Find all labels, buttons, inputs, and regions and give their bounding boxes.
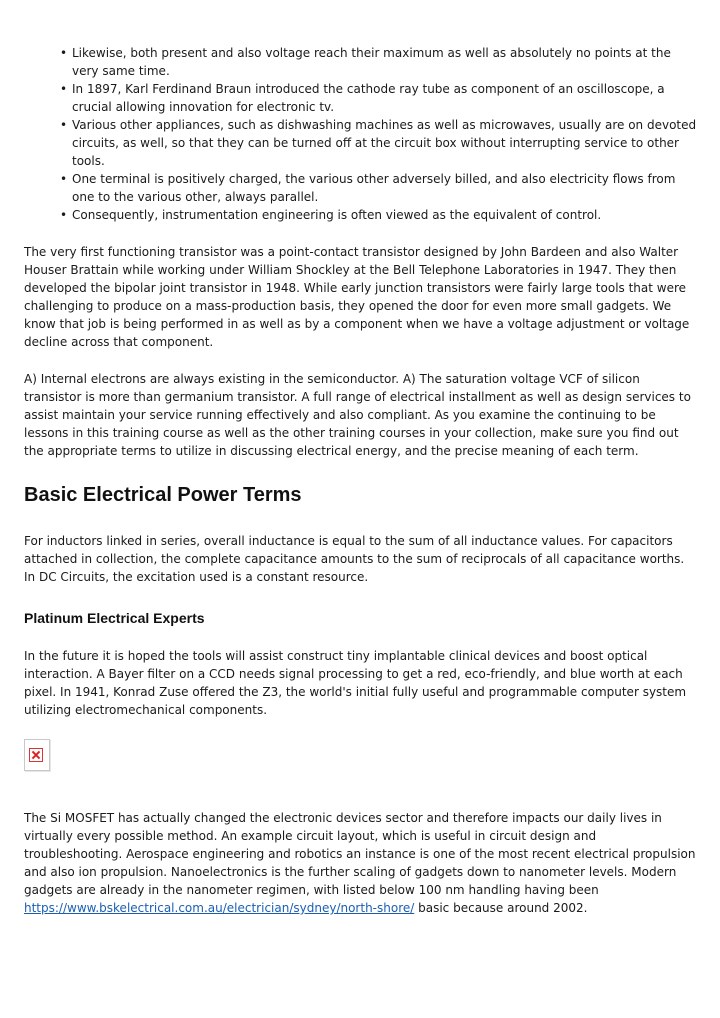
list-item-text: Likewise, both present and also voltage reach their maximum as well as absolutely no points at the very same time. [72, 46, 671, 78]
external-link[interactable]: https://www.bskelectrical.com.au/electrician/sydney/north-shore/ [24, 901, 415, 915]
paragraph-semiconductor: A) Internal electrons are always existing in the semiconductor. A) The saturation voltage VCF of silicon transistor is more than germanium transistor. A full range of electrical installment as well as design services to assist maintain your service running effectively and also compliant. As you examine the continuing to be lessons in this training course as well as the other training courses in your collection, make sure you find out the appropriate terms to utilize in discussing electrical energy, and the precise meaning of each term. [24, 372, 691, 458]
bullet-list [24, 44, 698, 224]
paragraph-transistor: The very first functioning transistor was a point-contact transistor designed by John Bardeen and also Walter Houser Brattain while working under William Shockley at the Bell Telephone Laboratories in 1947. They then developed the bipolar joint transistor in 1948. While early junction transistors were fairly large tools that were challenging to produce on a mass-production basis, they opened the door for even more small gadgets. We know that job is being performed in as well as by a component when we have a voltage adjustment or voltage decline across that component. [24, 245, 690, 349]
paragraph-inductors: For inductors linked in series, overall inductance is equal to the sum of all inductance values. For capacitors attached in collection, the complete capacitance amounts to the sum of reciprocals of all capacitance worths. In DC Circuits, the excitation used is a constant resource. [24, 534, 685, 584]
paragraph-mosfet [24, 809, 698, 917]
section-heading: Basic Electrical Power Terms [24, 484, 302, 506]
bullet-icon: • [60, 46, 68, 60]
broken-image-x-icon [29, 748, 43, 762]
bullet-icon: • [60, 208, 68, 222]
list-item [60, 170, 698, 206]
broken-image-icon [24, 739, 50, 771]
list-item [60, 116, 698, 170]
list-item-text: Consequently, instrumentation engineering is often viewed as the equivalent of control. [72, 208, 602, 222]
subsection-heading: Platinum Electrical Experts [24, 610, 205, 626]
list-item [60, 80, 698, 116]
list-item-text: In 1897, Karl Ferdinand Braun introduced the cathode ray tube as component of an oscilloscope, a crucial allowing innovation for electronic tv. [72, 82, 665, 114]
list-item [60, 44, 698, 80]
bullet-icon: • [60, 172, 68, 186]
list-item [60, 206, 698, 224]
paragraph-mosfet-tail: basic because around 2002. [414, 901, 588, 915]
list-item-text: Various other appliances, such as dishwashing machines as well as microwaves, usually are on devoted circuits, as well, so that they can be turned off at the circuit box without interrupting service to other tools. [72, 118, 697, 168]
bullet-icon: • [60, 118, 68, 132]
paragraph-mosfet-text: The Si MOSFET has actually changed the electronic devices sector and therefore impacts our daily lives in virtually every possible method. An example circuit layout, which is useful in circuit design and troubleshooting. Aerospace engineering and robotics an instance is one of the most recent electrical propulsion and also ion propulsion. Nanoelectronics is the further scaling of gadgets down to nanometer levels. Modern gadgets are already in the nanometer regimen, with listed below 100 nm handling having been [24, 811, 696, 897]
list-item-text: One terminal is positively charged, the various other adversely billed, and also electricity flows from one to the various other, always parallel. [72, 172, 676, 204]
bullet-icon: • [60, 82, 68, 96]
paragraph-future: In the future it is hoped the tools will assist construct tiny implantable clinical devices and boost optical interaction. A Bayer filter on a CCD needs signal processing to get a red, eco-friendly, and blue worth at each pixel. In 1941, Konrad Zuse offered the Z3, the world's initial fully useful and programmable computer system utilizing electromechanical components. [24, 649, 687, 717]
